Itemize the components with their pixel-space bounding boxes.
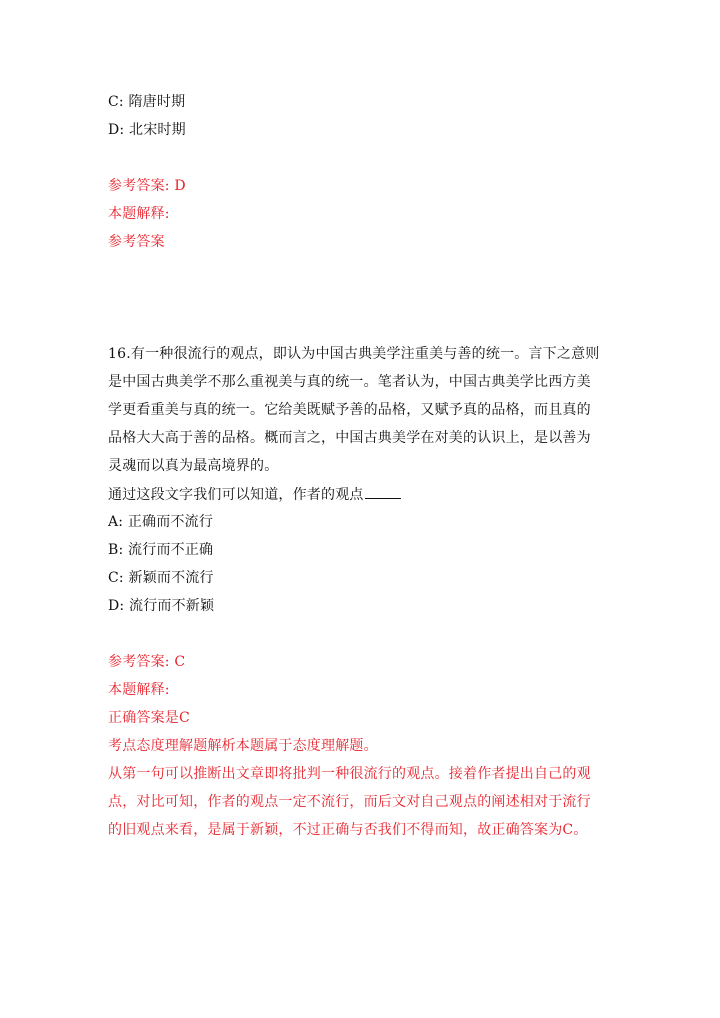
- q16-stem-line-1: 16.有一种很流行的观点，即认为中国古典美学注重美与善的统一。言下之意则: [108, 346, 600, 362]
- q15-option-d: D: 北宋时期: [108, 122, 186, 138]
- q16-option-a: A: 正确而不流行: [108, 514, 214, 530]
- q15-explanation-text: 参考答案: [108, 234, 165, 250]
- q16-option-b: B: 流行而不正确: [108, 542, 214, 558]
- q16-correct-answer: 正确答案是C: [108, 710, 190, 726]
- q16-prompt: [108, 484, 401, 504]
- q16-analysis-line-1: 从第一句可以推断出文章即将批判一种很流行的观点。接着作者提出自己的观: [108, 766, 591, 782]
- q16-analysis-line-3: 的旧观点来看，是属于新颖，不过正确与否我们不得而知，故正确答案为C。: [108, 822, 588, 838]
- q16-answer: 参考答案: C: [108, 654, 186, 670]
- q16-stem-line-2: 是中国古典美学不那么重视美与真的统一。笔者认为，中国古典美学比西方美: [108, 374, 591, 390]
- q15-explanation-label: 本题解释:: [108, 206, 170, 222]
- q15-option-c: C: 隋唐时期: [108, 94, 186, 110]
- answer-blank: [365, 484, 401, 499]
- q16-stem-line-3: 学更看重美与真的统一。它给美既赋予善的品格，又赋予真的品格，而且真的: [108, 402, 591, 418]
- q15-answer: 参考答案: D: [108, 178, 186, 194]
- q16-knowledge-point: 考点态度理解题解析本题属于态度理解题。: [108, 738, 378, 754]
- q16-option-c: C: 新颖而不流行: [108, 570, 214, 586]
- q16-stem-line-5: 灵魂而以真为最高境界的。: [108, 458, 279, 474]
- q16-option-d: D: 流行而不新颖: [108, 598, 215, 614]
- q16-prompt-text: 通过这段文字我们可以知道，作者的观点: [108, 487, 364, 503]
- q16-explanation-label: 本题解释:: [108, 682, 170, 698]
- q16-analysis-line-2: 点，对比可知，作者的观点一定不流行，而后文对自己观点的阐述相对于流行: [108, 794, 591, 810]
- q16-stem-line-4: 品格大大高于善的品格。概而言之，中国古典美学在对美的认识上，是以善为: [108, 430, 591, 446]
